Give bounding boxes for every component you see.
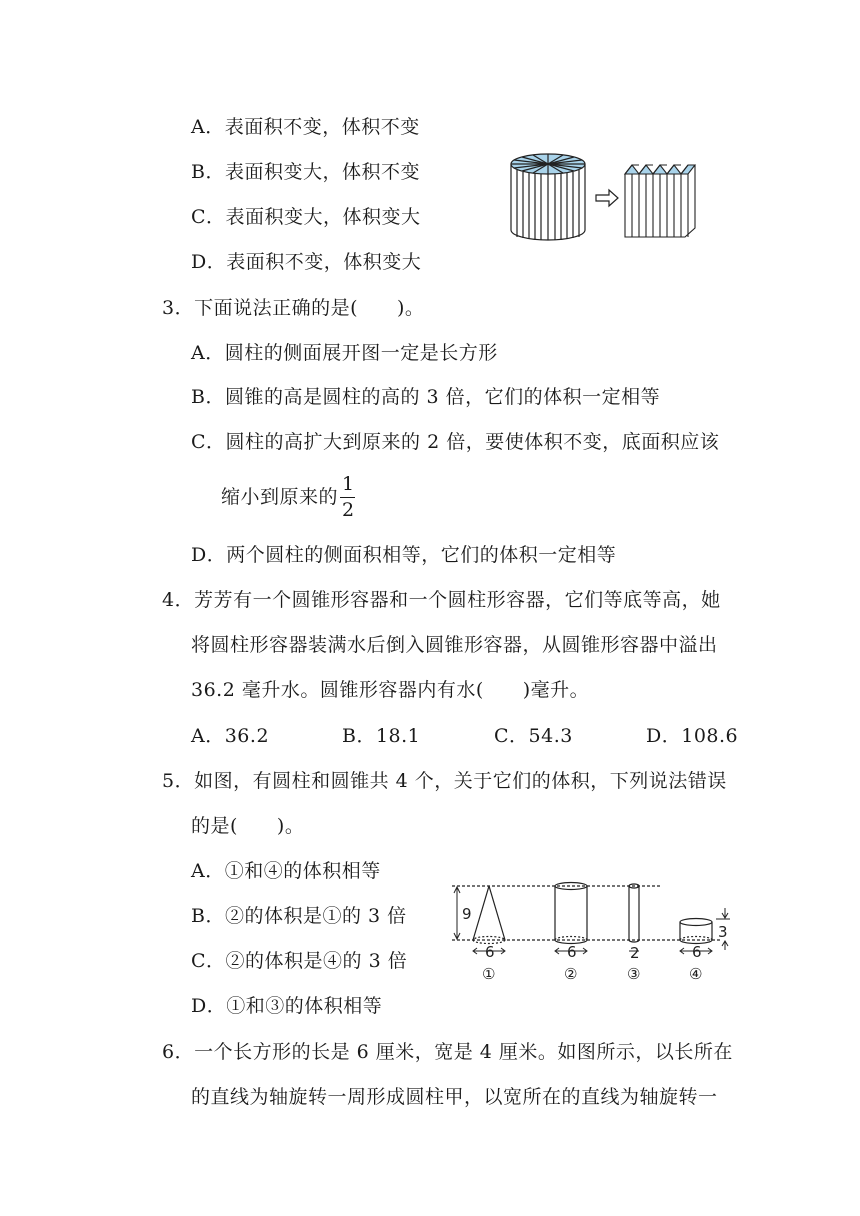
q4-option-d[interactable]: D．108.6	[646, 725, 739, 747]
q2-figure	[505, 148, 720, 243]
height-label-9: 9	[462, 905, 472, 923]
q5-option-d[interactable]: D．①和③的体积相等	[191, 995, 383, 1017]
height-label-3: 3	[718, 923, 728, 941]
q5-option-a[interactable]: A．①和④的体积相等	[191, 860, 381, 882]
q2-option-b[interactable]: B．表面积变大，体积不变	[191, 161, 420, 183]
q4-option-b[interactable]: B．18.1	[342, 725, 421, 747]
q3-option-a[interactable]: A．圆柱的侧面展开图一定是长方形	[191, 342, 498, 364]
q2-option-a[interactable]: A．表面积不变，体积不变	[191, 116, 420, 138]
q5-stem-line-2: 的是( )。	[191, 815, 305, 837]
q4-stem-line-2: 将圆柱形容器装满水后倒入圆锥形容器，从圆锥形容器中溢出	[191, 634, 718, 656]
q4-option-a[interactable]: A．36.2	[191, 725, 270, 747]
q3-option-b[interactable]: B．圆锥的高是圆柱的高的 3 倍，它们的体积一定相等	[191, 386, 661, 408]
shape-2-label: ②	[564, 965, 578, 983]
q2-option-d[interactable]: D．表面积不变，体积变大	[191, 251, 422, 273]
shape-4-label: ④	[689, 965, 703, 983]
q5-option-b[interactable]: B．②的体积是①的 3 倍	[191, 905, 407, 927]
height-9-marker	[454, 887, 460, 939]
q4-stem-line-3: 36.2 毫升水。圆锥形容器内有水( )毫升。	[191, 679, 590, 701]
shape-3-label: ③	[627, 965, 641, 983]
rearranged-prism-icon	[625, 165, 695, 237]
q4-stem-line-1: 4．芳芳有一个圆锥形容器和一个圆柱形容器，它们等底等高，她	[162, 589, 721, 611]
q4-option-c[interactable]: C．54.3	[494, 725, 573, 747]
fraction-denominator: 2	[341, 499, 355, 521]
q3-option-d[interactable]: D．两个圆柱的侧面积相等，它们的体积一定相等	[191, 544, 617, 566]
q5-stem-line-1: 5．如图，有圆柱和圆锥共 4 个，关于它们的体积，下列说法错误	[162, 770, 727, 792]
q6-stem-line-1: 6．一个长方形的长是 6 厘米，宽是 4 厘米。如图所示，以长所在	[162, 1041, 733, 1063]
short-cylinder-base-label: 6	[692, 943, 702, 961]
cylinder-cut-into-sectors-icon	[511, 154, 585, 240]
shape-1-label: ①	[482, 965, 496, 983]
q2-option-c[interactable]: C．表面积变大，体积变大	[191, 206, 421, 228]
thin-cylinder-shape	[629, 884, 639, 951]
q5-figure	[448, 878, 738, 983]
fraction-numerator: 1	[341, 473, 355, 495]
tall-cylinder-base-label: 6	[567, 943, 577, 961]
q6-stem-line-2: 的直线为轴旋转一周形成圆柱甲，以宽所在的直线为轴旋转一	[191, 1086, 718, 1108]
thin-cylinder-base-label: 2	[630, 944, 640, 962]
q3-option-c[interactable]: C．圆柱的高扩大到原来的 2 倍，要使体积不变，底面积应该	[191, 431, 720, 453]
right-arrow-icon	[596, 190, 618, 206]
q3-stem: 3．下面说法正确的是( )。	[162, 297, 425, 319]
cone-base-label: 6	[485, 943, 495, 961]
q3-option-c-continuation: 缩小到原来的	[221, 486, 339, 508]
q5-option-c[interactable]: C．②的体积是④的 3 倍	[191, 950, 408, 972]
